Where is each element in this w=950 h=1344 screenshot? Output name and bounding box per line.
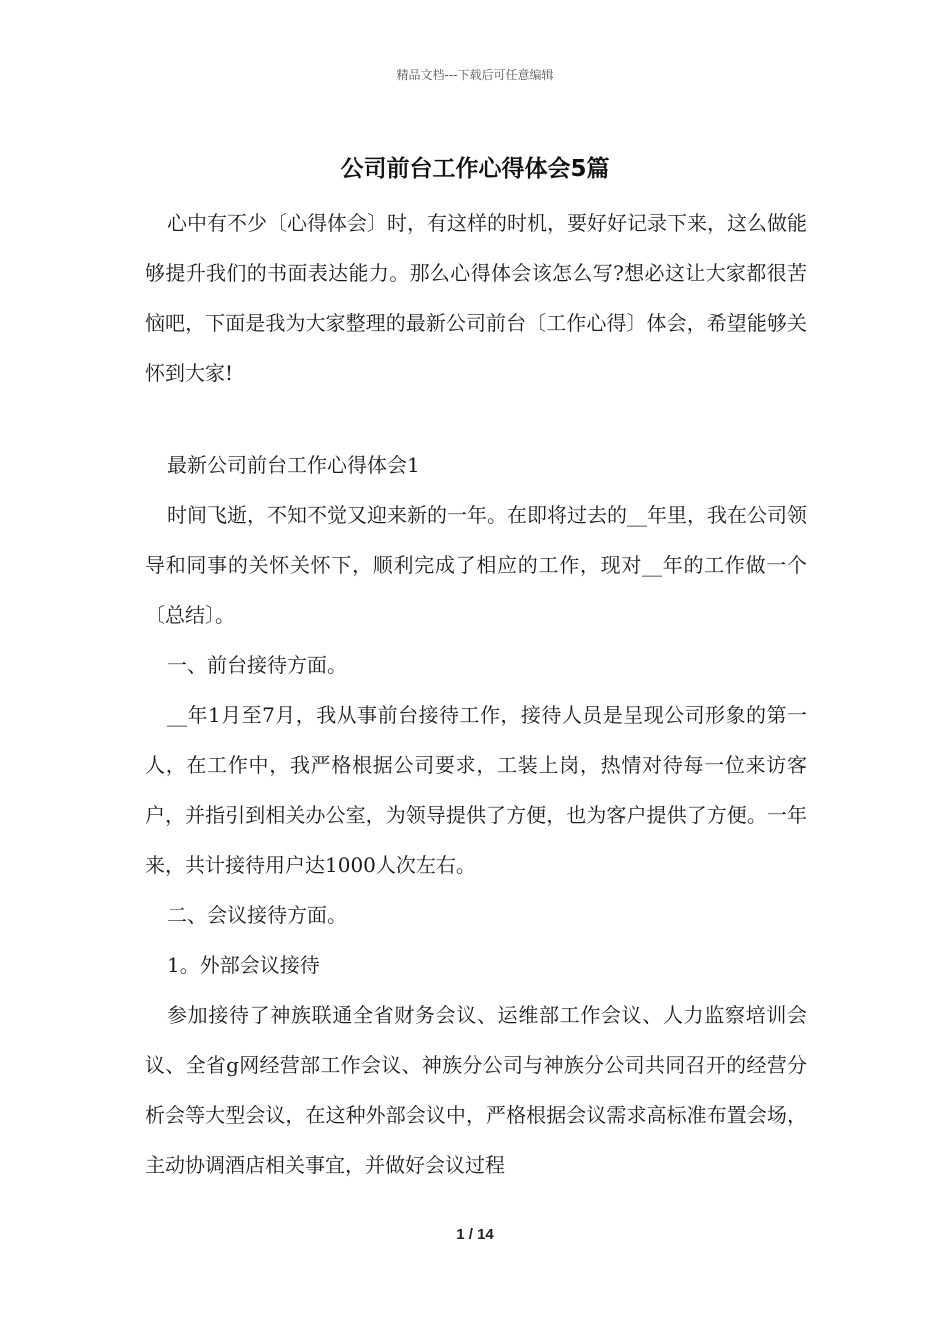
subsection-heading: 二、会议接待方面。: [167, 903, 347, 927]
body-paragraph: 时间飞逝，不知不觉又迎来新的一年。在即将过去的__年里，我在公司领导和同事的关怀关怀下，顺利完成了相应的工作，现对__年的工作做一个〔总结〕。: [145, 503, 807, 627]
section-heading: 最新公司前台工作心得体会1: [167, 453, 420, 477]
subsection-heading: 1。外部会议接待: [167, 953, 320, 977]
body-paragraph: 参加接待了神族联通全省财务会议、运维部工作会议、人力监察培训会议、全省g网经营部工作会议、神族分公司与神族分公司共同召开的经营分析会等大型会议，在这种外部会议中，严格根据会议需求高标准布置会场，主动协调酒店相关事宜，并做好会议过程: [145, 1003, 807, 1177]
page-number: 1 / 14: [456, 1226, 494, 1243]
page-header-note: 精品文档---下载后可任意编辑: [396, 68, 554, 82]
subsection-heading: 一、前台接待方面。: [167, 653, 347, 677]
intro-paragraph: 心中有不少〔心得体会〕时，有这样的时机，要好好记录下来，这么做能够提升我们的书面表达能力。那么心得体会该怎么写?想必这让大家都很苦恼吧，下面是我为大家整理的最新公司前台〔工作心得〕体会，希望能够关怀到大家!: [145, 211, 807, 385]
document-body: [145, 198, 807, 1190]
document-title: 公司前台工作心得体会5篇: [340, 156, 610, 182]
body-paragraph: __年1月至7月，我从事前台接待工作，接待人员是呈现公司形象的第一人，在工作中，我严格根据公司要求，工装上岗，热情对待每一位来访客户，并指引到相关办公室，为领导提供了方便，也为客户提供了方便。一年来，共计接待用户达1000人次左右。: [145, 703, 807, 877]
